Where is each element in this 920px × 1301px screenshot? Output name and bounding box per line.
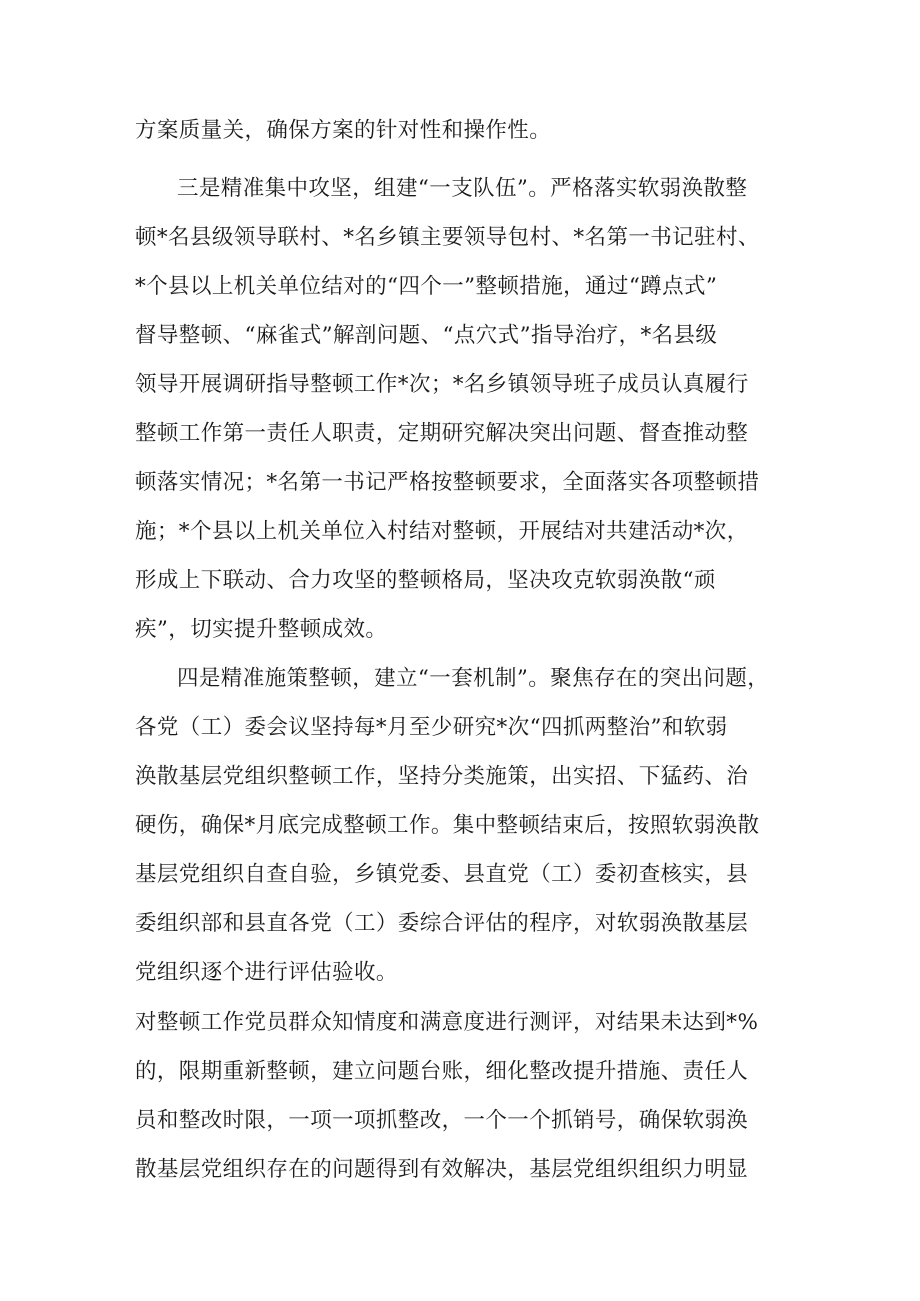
text-line: 各党（工）委会议坚持每*月至少研究*次“四抓两整治”和软弱 (135, 715, 728, 740)
text-line: 的，限期重新整顿，建立问题台账，细化整改提升措施、责任人 (135, 1059, 749, 1084)
text-line: 领导开展调研指导整顿工作*次；*名乡镇领导班子成员认真履行 (135, 372, 749, 397)
paragraph-three-focus-team (135, 164, 795, 654)
paragraph-evaluation (135, 998, 795, 1194)
text-line: 施；*个县以上机关单位入村结对整顿，开展结对共建活动*次， (135, 519, 749, 544)
text-line: 督导整顿、“麻雀式”解剖问题、“点穴式”指导治疗，*名县级 (135, 323, 718, 348)
text-line: 顿落实情况；*名第一书记严格按整顿要求，全面落实各项整顿措 (135, 470, 760, 495)
text-line: *个县以上机关单位结对的“四个一”整顿措施，通过“蹲点式” (135, 274, 718, 299)
text-line: 顿*名县级领导联村、*名乡镇主要领导包村、*名第一书记驻村、 (135, 225, 760, 250)
text-line: 散基层党组织存在的问题得到有效解决，基层党组织组织力明显 (135, 1157, 749, 1182)
text-line: 基层党组织自查自验，乡镇党委、县直党（工）委初查核实，县 (135, 862, 749, 887)
text-line: 对整顿工作党员群众知情度和满意度进行测评，对结果未达到*% (135, 1010, 759, 1035)
paragraph-continuation (135, 106, 795, 155)
text-line: 三是精准集中攻坚，组建“一支队伍”。严格落实软弱涣散整 (177, 176, 748, 201)
text-line: 整顿工作第一责任人职责，定期研究解决突出问题、督查推动整 (135, 421, 749, 446)
text-line: 形成上下联动、合力攻坚的整顿格局，坚决攻克软弱涣散“顽 (135, 568, 716, 593)
text-line: 员和整改时限，一项一项抓整改，一个一个抓销号，确保软弱涣 (135, 1108, 749, 1133)
text-line: 四是精准施策整顿，建立“一套机制”。聚焦存在的突出问题， (177, 666, 770, 691)
text-line: 委组织部和县直各党（工）委综合评估的程序，对软弱涣散基层 (135, 911, 749, 936)
text-line: 党组织逐个进行评估验收。 (135, 960, 398, 985)
paragraph-four-mechanism (135, 654, 795, 997)
text-line: 方案质量关，确保方案的针对性和操作性。 (135, 118, 552, 143)
text-line: 涣散基层党组织整顿工作，坚持分类施策，出实招、下猛药、治 (135, 764, 749, 789)
text-line: 疾”，切实提升整顿成效。 (135, 617, 388, 642)
text-line: 硬伤，确保*月底完成整顿工作。集中整顿结束后，按照软弱涣散 (135, 813, 760, 838)
